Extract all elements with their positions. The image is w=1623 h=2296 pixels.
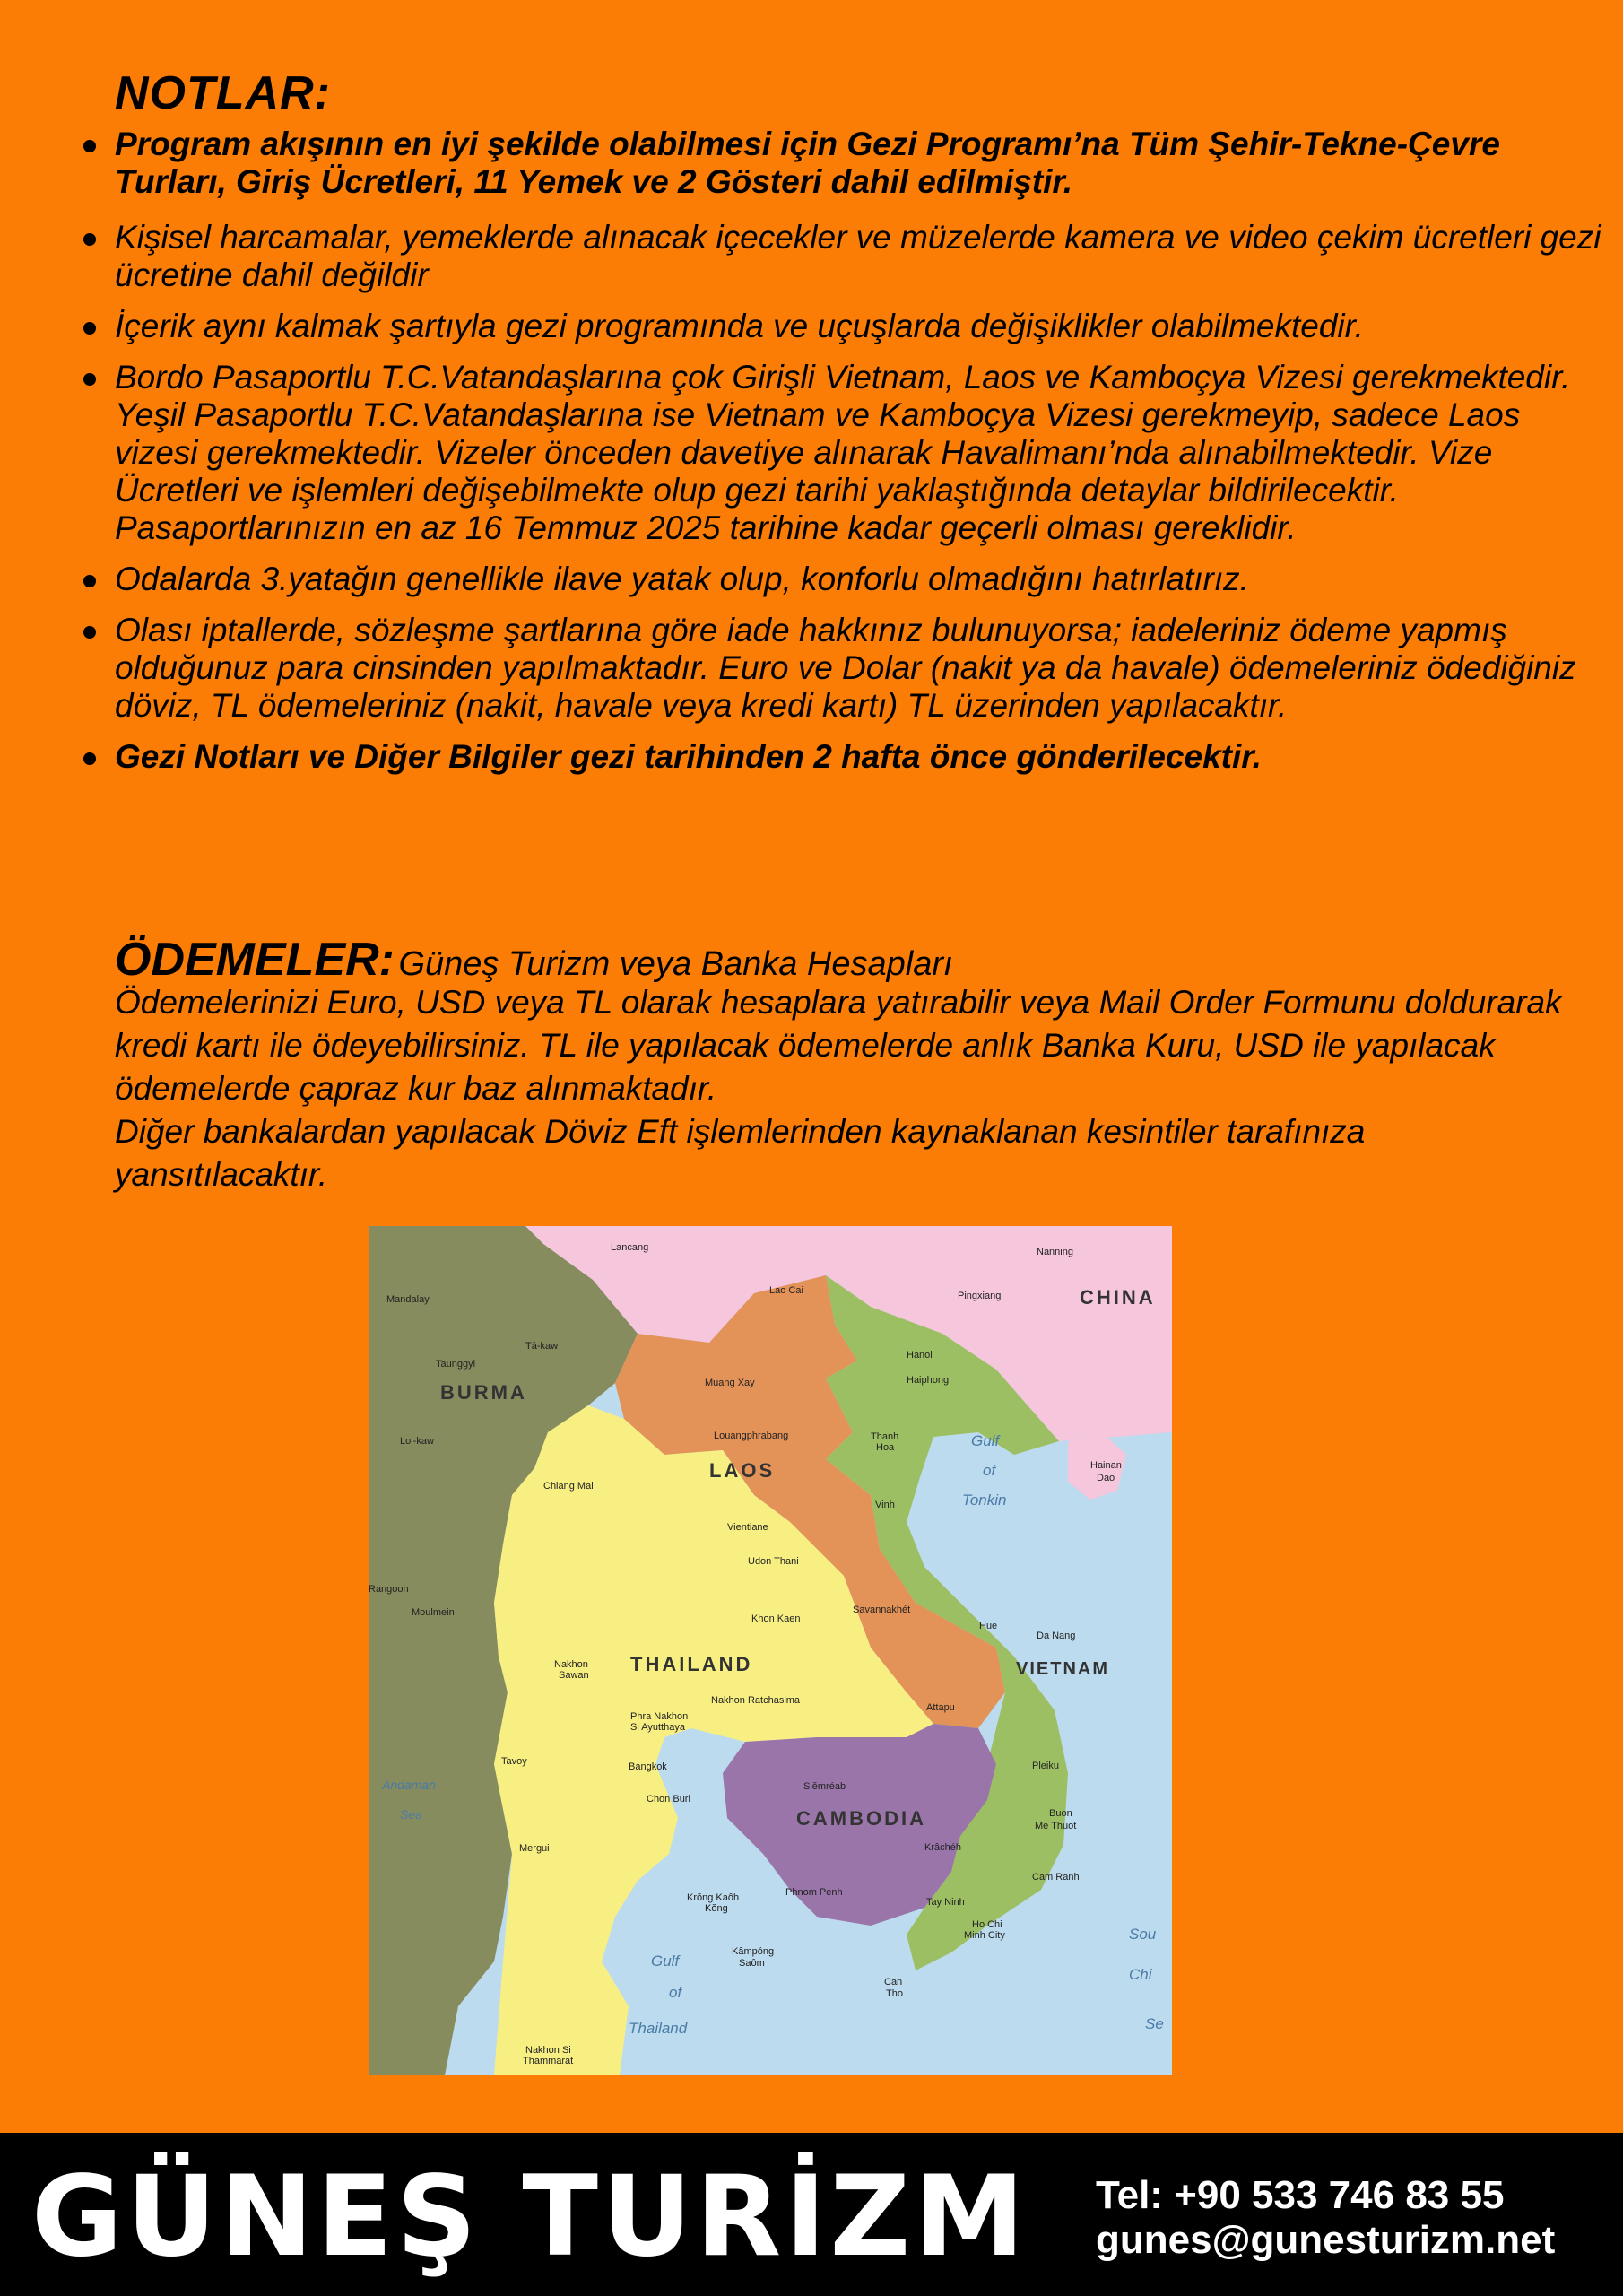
city-label: Louangphrabang — [714, 1431, 789, 1441]
city-label: Savannakhét — [853, 1605, 911, 1615]
payments-heading — [115, 933, 953, 987]
city-label: Phnom Penh — [785, 1887, 843, 1898]
city-label: Pingxiang — [958, 1291, 1002, 1301]
city-label: Siĕmréab — [803, 1781, 846, 1792]
city-label: Kâmpóng — [732, 1946, 775, 1957]
city-label: Kŏng — [705, 1903, 728, 1914]
city-label: Krŏng Kaôh — [687, 1892, 740, 1903]
city-label: Rangoon — [369, 1584, 409, 1595]
payments-paragraph: Diğer bankalardan yapılacak Döviz Eft işlemlerinden kaynaklanan kesintiler tarafınıza yansıtılacaktır. — [115, 1113, 1366, 1193]
city-label: Can — [884, 1977, 903, 1987]
label-vietnam: VIETNAM — [1016, 1659, 1109, 1679]
city-label: Nakhon Ratchasima — [711, 1695, 801, 1706]
city-label: Nanning — [1037, 1247, 1073, 1257]
label-cambodia: CAMBODIA — [796, 1807, 926, 1830]
contact-info — [1096, 2173, 1555, 2263]
notes-title: NOTLAR: — [115, 67, 331, 119]
city-label: Hainan — [1090, 1460, 1122, 1471]
contact-phone[interactable]: Tel: +90 533 746 83 55 — [1096, 2173, 1505, 2217]
city-label: Saôm — [739, 1958, 765, 1969]
label-gulf-tonkin: of — [983, 1462, 996, 1479]
city-label: Loi-kaw — [400, 1436, 434, 1447]
payments-body — [115, 981, 1585, 1196]
city-label: Lao Cai — [769, 1285, 803, 1296]
city-label: Cam Ranh — [1032, 1872, 1080, 1883]
note-item-inclusions: Program akışının en iyi şekilde olabilmesi için Gezi Programı’na Tüm Şehir-Tekne-Çevre Turları, Giriş Ücretleri, 11 Yemek ve 2 Gösteri dahil edilmiştir. — [81, 126, 1605, 201]
city-label: Pleiku — [1032, 1761, 1059, 1771]
label-gulf-tonkin: Tonkin — [962, 1492, 1007, 1509]
city-label: Khon Kaen — [751, 1613, 801, 1624]
city-label: Thammarat — [523, 2056, 574, 2066]
city-label: Taunggyi — [436, 1359, 476, 1370]
footer-bar — [0, 2133, 1623, 2296]
city-label: Lancang — [611, 1242, 649, 1253]
city-label: Tay Ninh — [926, 1897, 965, 1908]
label-gulf-thailand: Gulf — [651, 1952, 680, 1970]
label-south-china-sea: Chi — [1129, 1966, 1152, 1983]
city-label: Hoa — [876, 1442, 895, 1453]
contact-email[interactable]: gunes@gunesturizm.net — [1096, 2218, 1556, 2262]
label-burma: BURMA — [440, 1381, 527, 1404]
city-label: Tavoy — [501, 1756, 527, 1767]
label-south-china-sea: Sou — [1129, 1926, 1157, 1943]
city-label: Si Ayutthaya — [630, 1722, 685, 1733]
city-label: Moulmein — [412, 1607, 455, 1618]
city-label: Hue — [979, 1621, 998, 1631]
city-label: Mandalay — [386, 1294, 430, 1305]
city-label: Muang Xay — [705, 1378, 755, 1388]
city-label: Tho — [886, 1988, 903, 1999]
city-label: Chiang Mai — [543, 1481, 594, 1492]
note-item-tour-notes: Gezi Notları ve Diğer Bilgiler gezi tarihinden 2 hafta önce gönderilecektir. — [81, 738, 1605, 776]
region-map — [369, 1226, 1172, 2075]
payments-subtitle: Güneş Turizm veya Banka Hesapları — [398, 945, 953, 983]
city-label: Attapu — [926, 1702, 955, 1713]
payments-title: ÖDEMELER: — [115, 934, 395, 986]
city-label: Minh City — [964, 1930, 1005, 1941]
city-label: Krâchéh — [924, 1842, 961, 1853]
city-label: Vientiane — [727, 1522, 768, 1533]
city-label: Mergui — [519, 1843, 550, 1854]
label-gulf-tonkin: Gulf — [971, 1432, 1000, 1449]
city-label: Me Thuot — [1035, 1821, 1077, 1831]
city-label: Phra Nakhon — [630, 1711, 689, 1722]
city-label: Thanh — [871, 1431, 899, 1442]
label-thailand: THAILAND — [630, 1653, 753, 1675]
label-gulf-thailand: Thailand — [629, 2020, 688, 2037]
city-label: Vinh — [875, 1500, 895, 1510]
city-label: Sawan — [559, 1670, 589, 1681]
note-item-refunds: Olası iptallerde, sözleşme şartlarına göre iade hakkınız bulunuyorsa; iadeleriniz ödeme yapmış olduğunuz para cinsinden yapılmaktadır. Euro ve Dolar (nakit ya da havale) ödemeleriniz ödediğiniz döviz, TL ödemeleriniz (nakit, havale veya kredi kartı) TL üzerinden yapılacaktır. — [81, 612, 1605, 725]
note-item-changes: İçerik aynı kalmak şartıyla gezi programında ve uçuşlarda değişiklikler olabilmektedir. — [81, 308, 1605, 345]
label-gulf-thailand: of — [669, 1984, 682, 2001]
notes-list — [81, 126, 1605, 776]
note-item-visa: Bordo Pasaportlu T.C.Vatandaşlarına çok Girişli Vietnam, Laos ve Kamboçya Vizesi gerekmektedir. Yeşil Pasaportlu T.C.Vatandaşlarına ise Vietnam ve Kamboçya Vizesi gerekmeyip, sadece Laos vizesi gerekmektedir. Vizeler önceden davetiye alınarak Havalimanı’nda alınabilmektedir. Vize Ücretleri ve işlemleri değişebilmekte olup gezi tarihi yaklaştığında detaylar bildirilecektir. Pasaportlarınızın en az 16 Temmuz 2025 tarihine kadar geçerli olması gereklidir. — [81, 359, 1605, 547]
city-label: Buon — [1049, 1808, 1072, 1819]
city-label: Hanoi — [907, 1350, 933, 1361]
note-item-extra-bed: Odalarda 3.yatağın genellikle ilave yatak olup, konforlu olmadığını hatırlatırız. — [81, 561, 1605, 598]
city-label: Chon Buri — [647, 1794, 690, 1805]
label-china: CHINA — [1080, 1286, 1156, 1309]
label-south-china-sea: Se — [1145, 2015, 1164, 2032]
city-label: Udon Thani — [748, 1556, 799, 1567]
label-laos: LAOS — [709, 1459, 776, 1482]
city-label: Haiphong — [907, 1375, 950, 1386]
city-label: Nakhon Si — [525, 2045, 571, 2056]
label-andaman: Sea — [400, 1807, 422, 1822]
city-label: Ho Chi — [972, 1919, 1002, 1930]
region-map-svg — [369, 1226, 1172, 2075]
label-andaman: Andaman — [382, 1778, 436, 1792]
city-label: Da Nang — [1037, 1631, 1076, 1641]
city-label: Bangkok — [629, 1761, 667, 1772]
city-label: Tā-kaw — [525, 1341, 559, 1352]
note-item-expenses: Kişisel harcamalar, yemeklerde alınacak içecekler ve müzelerde kamera ve video çekim ücretleri gezi ücretine dahil değildir — [81, 219, 1605, 294]
city-label: Dao — [1097, 1473, 1115, 1483]
brand-logo-text: GÜNEŞ TURİZM — [31, 2152, 1028, 2282]
city-label: Nakhon — [554, 1659, 588, 1670]
payments-paragraph: Ödemelerinizi Euro, USD veya TL olarak hesaplara yatırabilir veya Mail Order Formunu doldurarak kredi kartı ile ödeyebilirsiniz. TL ile yapılacak ödemelerde anlık Banka Kuru, USD ile yapılacak ödemelerde çapraz kur baz alınmaktadır. — [115, 984, 1562, 1107]
